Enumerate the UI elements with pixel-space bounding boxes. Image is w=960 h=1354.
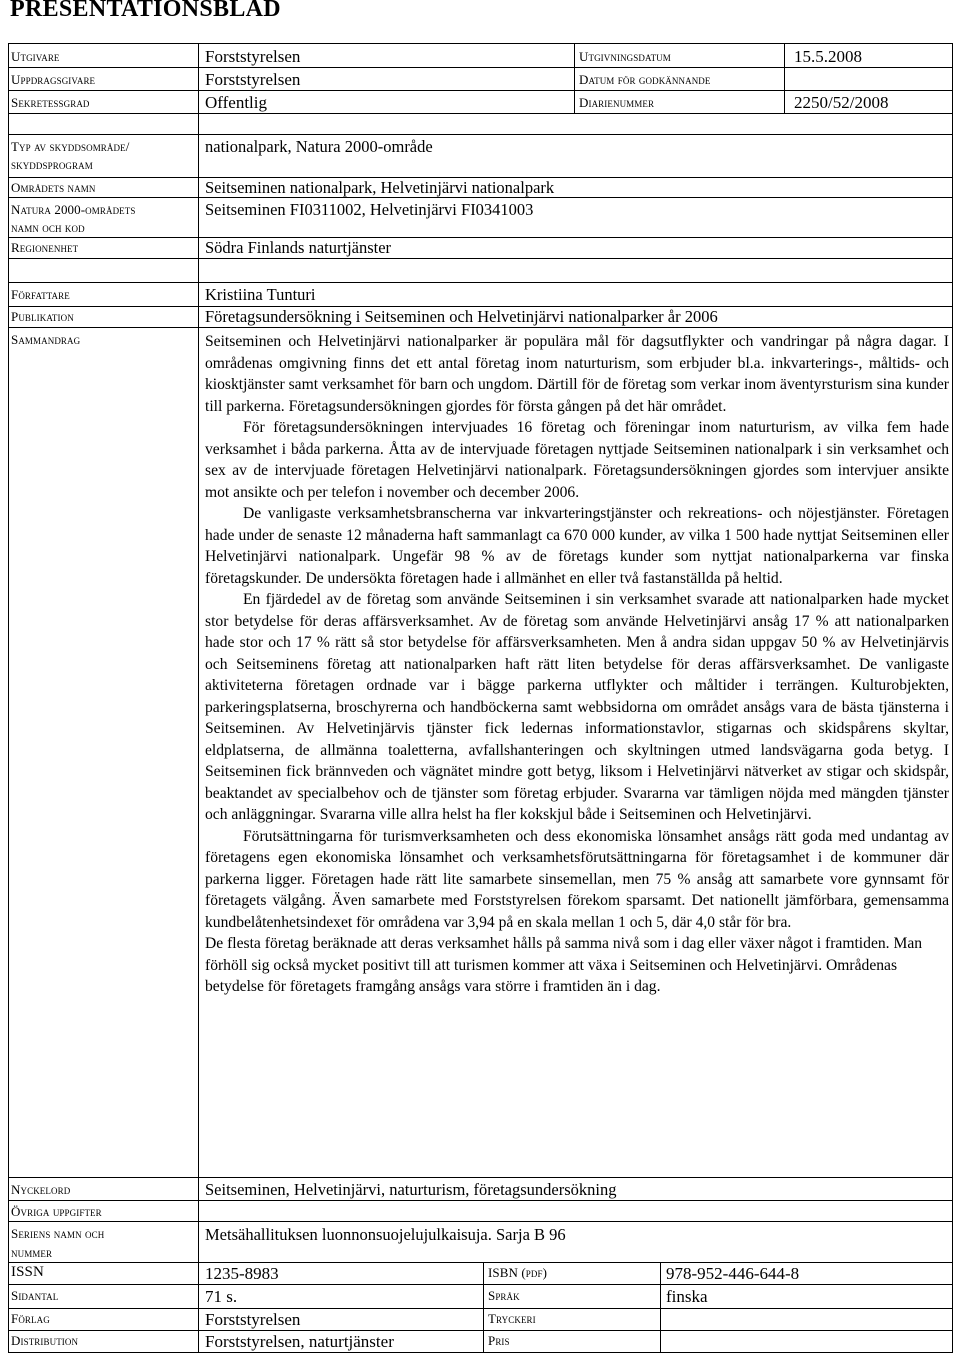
summary-paragraph: Förutsättningarna för turismverksamheten och dess ekonomiska lönsamhet ansågs rätt goda med undantag av företagens egen ekonomiska lönsamhet och verksamhetsförutsättningarna för företagsamhet i de kommuner där parkerna ligger. Företagen hade rätt lite samarbete sinsemellan, men 75 % ansåg att samarbete vore gynnsamt för företagets välgång. Även samarbete med Forststyrelsen förekom sparsamt. Det nationellt jämförbara, gemensamma kundbelåtenhetsindexet för områdena var 3,94 på en skala mellan 1 och 5, där 4,0 står för bra.	[205, 827, 949, 931]
serien-value: Metsähallituksen luonnonsuojelujulkaisuja. Sarja B 96	[205, 1225, 566, 1244]
divider	[8, 1352, 952, 1353]
isbn-label: ISBN (pdf)	[488, 1265, 548, 1280]
summary-paragraph: De vanligaste verksamhetsbranscherna var inkvarteringstjänster och rekreations- och nöjestjänster. Företagen hade under de senaste 12 månaderna haft sammanlagt ca 670 000 kunder, av vilka 1 500 hade nyttjat Seitseminen eller Helvetinjärvi nationalpark. Ungefär 98 % av de företags kunder som nyttjat nationalparkerna var finska företagskunder. De undersökta företagen hade i allmänhet en eller två fastanställda på heltid.	[205, 505, 949, 587]
omradets-namn-label: Områdets namn	[11, 180, 96, 195]
column-divider	[483, 1262, 484, 1352]
divider	[8, 113, 952, 114]
publikation-value: Företagsundersökning i Seitseminen och Helvetinjärvi nationalparker år 2006	[205, 307, 718, 326]
divider	[8, 43, 952, 44]
column-divider	[784, 43, 785, 113]
summary-paragraph: En fjärdedel av de företag som använde Seitseminen i sin verksamhet svarade att nationalparken hade mycket stor betydelse för deras affärsverksamhet. Av de företag som använde Helvetinjärvi ansåg 17 % att nationalparken hade stor och 17 % rätt så stor betydelse för affärsverksamheten. Men å andra sidan uppgav 50 % av Helvetinjärvis och Seitseminens företag att nationalparken haft rätt liten betydelse för deras affärsverksamhet. De vanligaste aktiviteterna företagen ordnade var i bägge parkerna utflykter och måltider i terrängen. Kulturobjekten, parkeringsplatserna, broschyrerna och handböckerna samt webbsidorna om området ansågs vara de bästa tjänsterna i Seitseminen. Av Helvetinjärvis tjänster fick ledernas informationstavlor, stigarnas och skidspårens skyltar, eldplatserna, de allmänna toaletterna, avfallshanteringen och skyltningen utmed landsvägarna goda betyg. I Seitseminen fick brännveden och vägnätet mindre gott betyg, liksom i Helvetinjärvi nätverket av stigar och skidspår, beaktandet av specialbehov och de tjänster som företag erbjuder. Svararna var tämligen nöjda med mängden tjänster och anläggningar. Svararna ville allra helst ha fler kokskjul både i Seitseminen och Helvetinjärvi.	[205, 591, 949, 823]
summary-paragraph: Seitseminen och Helvetinjärvi nationalparker är populära mål för dagsutflykter och vandringar på några dagar. I områdenas omgivning finns det ett antal företag inom naturturism, som erbjuder bl.a. inkvarterings-, måltids- och kiosktjänster samt verksamhet för barn och ungdom. Därtill för de företag som verkar inom äventyrsturism sina kunder till parkerna. Företagsundersökningen gjordes för första gången på det här området.	[205, 333, 949, 415]
nyckelord-label: Nyckelord	[11, 1182, 71, 1197]
sprak-label: Språk	[488, 1288, 520, 1303]
tryckeri-label: Tryckeri	[488, 1311, 536, 1326]
godkannande-label: Datum för godkännande	[579, 72, 711, 87]
column-divider	[574, 43, 575, 113]
issn-value: 1235-8983	[205, 1264, 279, 1283]
summary-paragraph: För företagsundersökningen intervjuades 16 företag och föreningar inom naturturism, av vilka fem hade verksamhet i båda parkerna. Åtta av de intervjuade företagen nyttjade Seitseminen nationalpark i sin verksamhet och sex av de intervjuade företagen Helvetinjärvi nationalpark. Företagsundersökningen gjordes som intervjuer ansikte mot ansikte och per telefon i november och december 2006.	[205, 419, 949, 501]
table-border-left	[8, 43, 9, 1353]
sidantal-value: 71 s.	[205, 1287, 238, 1306]
distribution-value: Forststyrelsen, naturtjänster	[205, 1332, 394, 1351]
divider	[8, 258, 952, 259]
forfattare-value: Kristiina Tunturi	[205, 285, 316, 304]
divider	[8, 1262, 952, 1263]
natura-value: Seitseminen FI0311002, Helvetinjärvi FI0341003	[205, 200, 534, 219]
forlag-label: Förlag	[11, 1311, 50, 1326]
page-title: PRESENTATIONSBLAD	[10, 0, 281, 22]
natura-label: Natura 2000-områdets	[11, 202, 136, 217]
ovriga-label: Övriga uppgifter	[11, 1204, 102, 1219]
sprak-value: finska	[666, 1287, 708, 1306]
forfattare-label: Författare	[11, 287, 70, 302]
utgivare-value: Forststyrelsen	[205, 47, 301, 66]
utgivare-label: Utgivare	[11, 49, 60, 64]
utgivningsdatum-value: 15.5.2008	[794, 47, 862, 66]
typ-value: nationalpark, Natura 2000-område	[205, 137, 433, 156]
table-border-right	[952, 43, 953, 1353]
sammandrag-text	[205, 331, 949, 998]
diarienummer-value: 2250/52/2008	[794, 93, 889, 112]
divider	[8, 1330, 952, 1331]
uppdragsgivare-value: Forststyrelsen	[205, 70, 301, 89]
divider	[8, 1177, 952, 1178]
divider	[8, 1308, 952, 1309]
pris-label: Pris	[488, 1333, 510, 1348]
divider	[8, 237, 952, 238]
sammandrag-label: Sammandrag	[11, 332, 81, 347]
sekretessgrad-value: Offentlig	[205, 93, 268, 112]
isbn-value: 978-952-446-644-8	[666, 1264, 800, 1283]
issn-label: ISSN	[11, 1264, 44, 1280]
divider	[8, 1284, 952, 1285]
typ-label-2: skyddsprogram	[11, 157, 93, 172]
divider	[8, 327, 952, 328]
sidantal-label: Sidantal	[11, 1288, 59, 1303]
uppdragsgivare-label: Uppdragsgivare	[11, 72, 96, 87]
column-divider	[660, 1262, 661, 1352]
nyckelord-value: Seitseminen, Helvetinjärvi, naturturism, företagsundersökning	[205, 1180, 617, 1199]
divider	[8, 282, 952, 283]
sekretessgrad-label: Sekretessgrad	[11, 95, 90, 110]
divider	[8, 90, 952, 91]
omradets-namn-value: Seitseminen nationalpark, Helvetinjärvi nationalpark	[205, 178, 555, 197]
utgivningsdatum-label: Utgivningsdatum	[579, 49, 671, 64]
publikation-label: Publikation	[11, 309, 74, 324]
distribution-label: Distribution	[11, 1333, 79, 1348]
serien-label: Seriens namn och	[11, 1226, 105, 1241]
summary-paragraph: De flesta företag beräknade att deras verksamhet hålls på samma nivå som i dag eller växer något i framtiden. Man förhöll sig också mycket positivt till att turismen kommer att växa i Seitseminen och Helvetinjärvi. Områdenas betydelse för företagets framgång ansågs vara större i framtiden än i dag.	[205, 935, 923, 995]
regionenhet-value: Södra Finlands naturtjänster	[205, 238, 392, 257]
typ-label: Typ av skyddsområde/	[11, 139, 130, 154]
regionenhet-label: Regionenhet	[11, 240, 79, 255]
forlag-value: Forststyrelsen	[205, 1310, 301, 1329]
serien-label-2: nummer	[11, 1245, 53, 1260]
diarienummer-label: Diarienummer	[579, 95, 655, 110]
divider	[8, 1221, 952, 1222]
column-divider	[198, 43, 199, 1353]
divider	[8, 67, 952, 68]
natura-label-2: namn och kod	[11, 220, 85, 235]
divider	[8, 1200, 952, 1201]
divider	[8, 134, 952, 135]
